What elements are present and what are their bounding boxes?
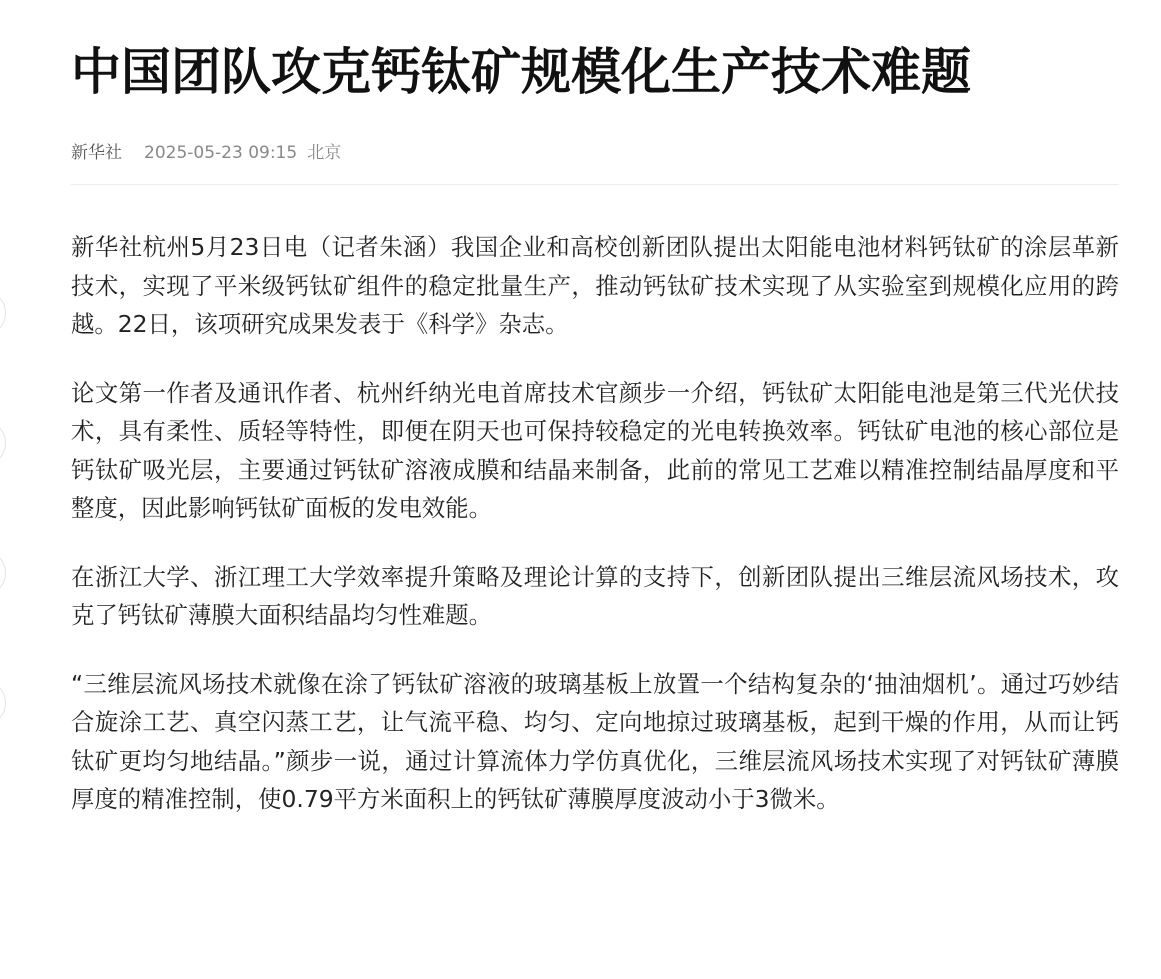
article-source[interactable]: 新华社 xyxy=(71,143,122,163)
article-paragraph: 在浙江大学、浙江理工大学效率提升策略及理论计算的支持下，创新团队提出三维层流风场技术，攻克了钙钛矿薄膜大面积结晶均匀性难题。 xyxy=(71,562,1119,629)
article-datetime: 2025-05-23 09:15 xyxy=(144,143,298,163)
share-button[interactable] xyxy=(0,680,6,726)
article-body xyxy=(71,228,1119,819)
article-paragraph: 新华社杭州5月23日电（记者朱涵）我国企业和高校创新团队提出太阳能电池材料钙钛矿的涂层革新技术，实现了平米级钙钛矿组件的稳定批量生产，推动钙钛矿技术实现了从实验室到规模化应用的跨越。22日，该项研究成果发表于《科学》杂志。 xyxy=(71,233,1119,338)
article-title: 中国团队攻克钙钛矿规模化生产技术难题 xyxy=(71,43,971,101)
share-button[interactable] xyxy=(0,420,6,466)
share-button[interactable] xyxy=(0,290,6,336)
article xyxy=(71,36,1119,849)
share-sidebar xyxy=(0,290,8,810)
article-location: 北京 xyxy=(307,143,342,163)
share-button[interactable] xyxy=(0,550,6,596)
article-paragraph: “三维层流风场技术就像在涂了钙钛矿溶液的玻璃基板上放置一个结构复杂的‘抽油烟机’。通过巧妙结合旋涂工艺、真空闪蒸工艺，让气流平稳、均匀、定向地掠过玻璃基板，起到干燥的作用，从而让钙钛矿更均匀地结晶。”颜步一说，通过计算流体力学仿真优化，三维层流风场技术实现了对钙钛矿薄膜厚度的精准控制，使0.79平方米面积上的钙钛矿薄膜厚度波动小于3微米。 xyxy=(71,669,1119,813)
article-paragraph: 论文第一作者及通讯作者、杭州纤纳光电首席技术官颜步一介绍，钙钛矿太阳能电池是第三代光伏技术，具有柔性、质轻等特性，即便在阴天也可保持较稳定的光电转换效率。钙钛矿电池的核心部位是钙钛矿吸光层，主要通过钙钛矿溶液成膜和结晶来制备，此前的常见工艺难以精准控制结晶厚度和平整度，因此影响钙钛矿面板的发电效能。 xyxy=(71,378,1119,522)
article-meta xyxy=(71,142,1119,185)
